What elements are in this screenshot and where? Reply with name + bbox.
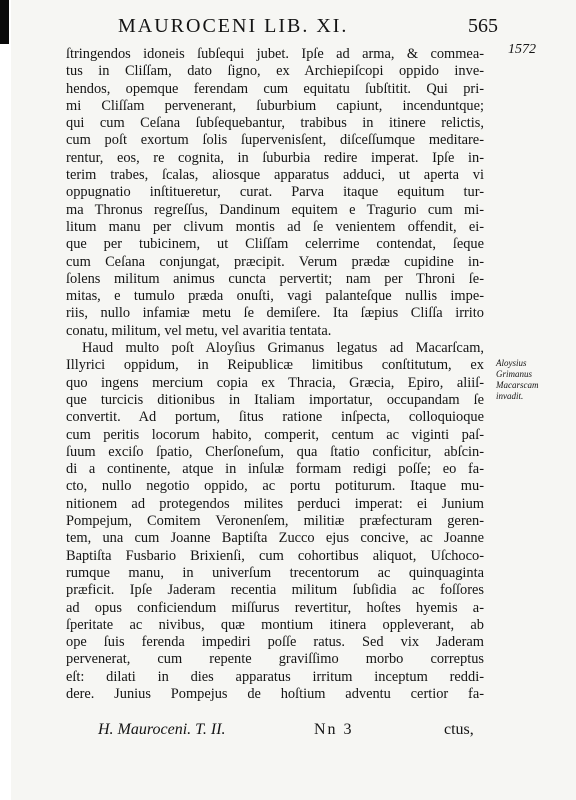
footer-volume: H. Mauroceni. T. II. <box>98 721 226 738</box>
signature-mark: Nn 3 <box>314 721 354 738</box>
text-line: Illyrici oppidum, in Reipublicæ limitibus conſtitutum, ex <box>66 357 484 374</box>
text-line: ſuum exciſo ſpatio, Cherſoneſum, qua ſtatio conficitur, abſcin- <box>66 443 484 460</box>
text-line: Pompejum, Comitem Veronenſem, militiæ præfecturam geren- <box>66 513 484 530</box>
text-line: mitas, e tumulo præda onuſti, vagi palanteſque nullis impe- <box>66 288 484 305</box>
body-text <box>66 46 484 703</box>
margin-note-line: invadit. <box>496 391 524 401</box>
text-line: ſperitate ac nivibus, quæ montium itinera oppleverant, ab <box>66 616 484 633</box>
text-line: rentur, eos, re cognita, in ſuburbia redire imperat. Ipſe in- <box>66 149 484 166</box>
page-left-edge <box>0 0 11 800</box>
text-line: ſtringendos idoneis ſubſequi jubet. Ipſe ad arma, & commea- <box>66 46 484 62</box>
text-line: hendos, opemque ferendam cum equitatu ſubſtitit. Qui pri- <box>66 80 484 97</box>
text-line: tus in Cliſſam, dato ſigno, ex Archiepiſcopi oppido inve- <box>66 63 484 80</box>
text-line: Baptiſta Fusbario Brixienſi, cum cohortibus aliquot, Uſchoco- <box>66 547 484 564</box>
text-line: cum Ceſana conjungat, præcipit. Verum prædæ cupidine in- <box>66 253 484 270</box>
running-head: MAUROCENI LIB. XI. <box>118 15 349 37</box>
margin-year: 1572 <box>508 42 536 57</box>
page-number: 565 <box>468 15 498 37</box>
text-line: ad opus conficiendum miſſurus revertitur, hoſtes hyemis a- <box>66 599 484 616</box>
text-line: dere. Junius Pompejus de hoſtium adventu certior fa- <box>66 685 484 702</box>
text-line: que turcicis ditionibus in Italiam importatur, occupandam ſe <box>66 391 484 408</box>
text-line: quo ingens mercium copia ex Thracia, Græcia, Epiro, aliiſ- <box>66 374 484 391</box>
text-line: ſolens militum animus cuncta pervertit; nam per Throni ſe- <box>66 270 484 287</box>
text-line: terim trabes, ſcalas, aliosque apparatus adduci, ut aperta vi <box>66 167 484 184</box>
text-line: mi Cliſſam pervenerant, ſuburbium capiunt, incenduntque; <box>66 97 484 114</box>
page-header <box>118 15 498 45</box>
margin-note-line: Aloysius <box>496 358 527 368</box>
text-line: oppugnatio inſtitueretur, curat. Parva itaque equitum tur- <box>66 184 484 201</box>
paragraph-end-line: conatu, militum, vel metu, vel avaritia tentata. <box>66 322 332 339</box>
text-line: rumque manu, in univerſum trecentorum ac quinquaginta <box>66 564 484 581</box>
text-line: di a continente, atque in inſulæ formam redigi poſſe; eo fa- <box>66 461 484 478</box>
text-line: cum peritis locorum habito, comperit, centum ac viginti paſ- <box>66 426 484 443</box>
scan-corner-shadow <box>0 0 9 44</box>
text-line: ma Thronus regreſſus, Dandinum equitem e Tragurio cum mi- <box>66 201 484 218</box>
text-line: ope ſuis ferenda impediri poſſe ratus. Sed vix Jaderam <box>66 634 484 651</box>
text-line: litum manu per clivum montis ad ſe venientem offendit, ei- <box>66 218 484 235</box>
page-footer <box>98 721 478 743</box>
margin-note-line: Macarscam <box>496 380 539 390</box>
text-line: cum poſt exortum ſolis ſupervenisſent, diſceſſumque meditare- <box>66 132 484 149</box>
text-line: nitionem ad protegendos milites perduci imperat: ei Junium <box>66 495 484 512</box>
paragraph-start-line: Haud multo poſt Aloyſius Grimanus legatus ad Macarſcam, <box>82 340 484 357</box>
text-line: præficit. Ipſe Jaderam recentia militum ſubſidia ac foſſores <box>66 582 484 599</box>
text-line: convertit. Ad portum, ſitus ratione inſpecta, colloquioque <box>66 409 484 426</box>
text-line: tem, una cum Joanne Baptiſta Zucco ejus concive, ac Joanne <box>66 530 484 547</box>
text-line: riis, nullo infamiæ metu ſe demiſere. Ita ſæpius Cliſſa irrito <box>66 305 484 322</box>
text-line: pervenerat, cum repente graviſſimo morbo correptus <box>66 651 484 668</box>
margin-note <box>496 358 572 402</box>
text-line: eſt: dilati in dies apparatus irritum inceptum reddi- <box>66 668 484 685</box>
text-line: qui cum Ceſana ſubſequebantur, trabibus in itinere relictis, <box>66 115 484 132</box>
catchword: ctus, <box>444 721 474 738</box>
text-line: cto, nullo negotio oppido, ac portu potiturum. Itaque mu- <box>66 478 484 495</box>
text-line: que per tubicinem, ut Cliſſam celerrime contendat, ſeque <box>66 236 484 253</box>
margin-note-line: Grimanus <box>496 369 533 379</box>
